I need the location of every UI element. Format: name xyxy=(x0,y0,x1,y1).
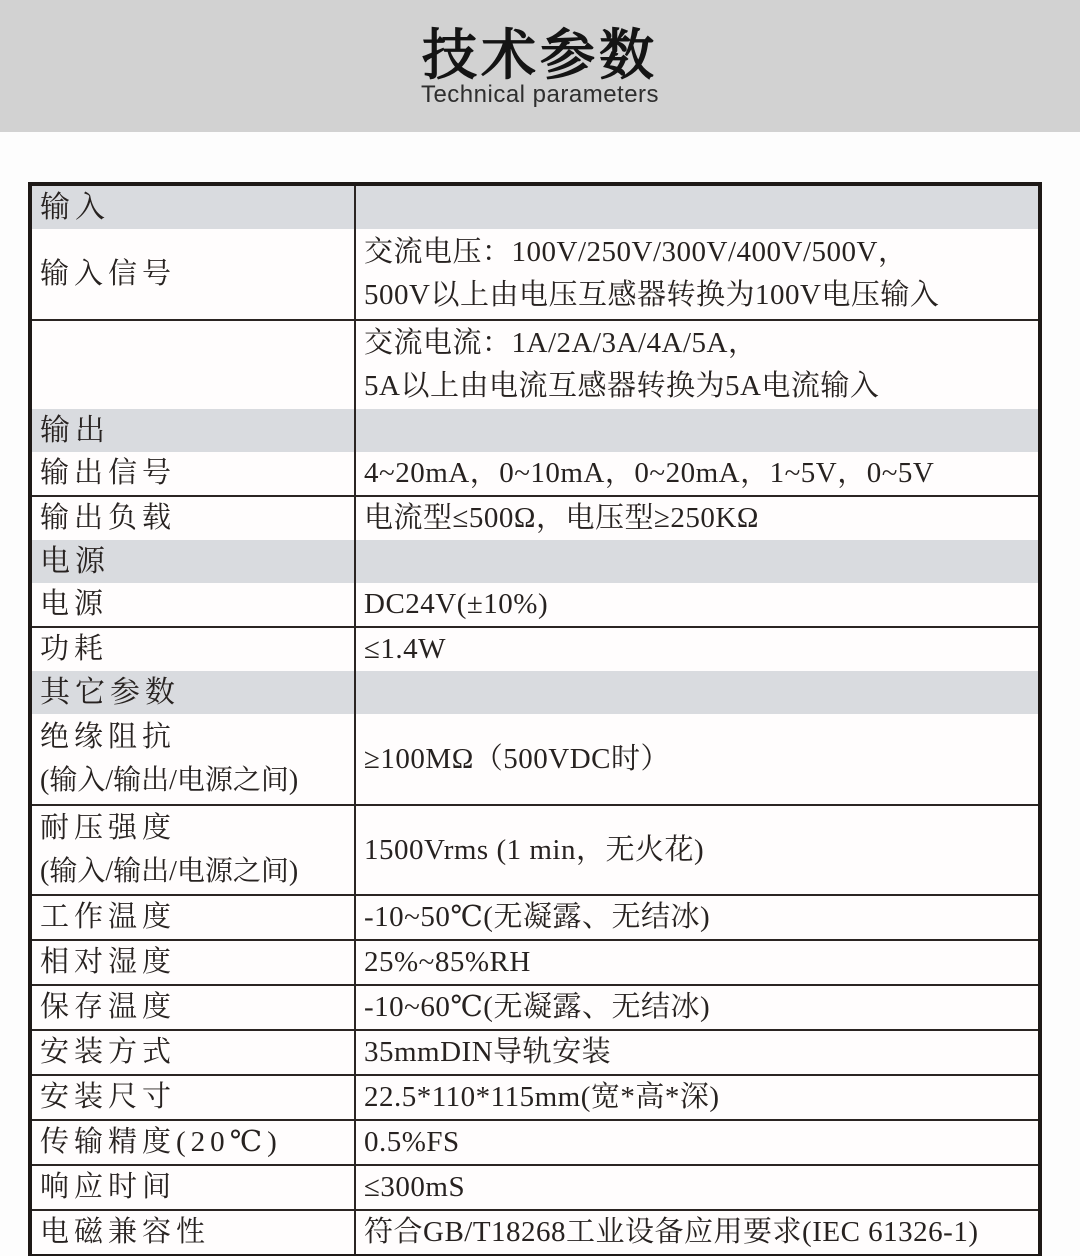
table-row xyxy=(32,319,1038,409)
param-name-cell-text: 电源 xyxy=(40,588,109,620)
table-section-row xyxy=(32,186,1038,229)
param-name-cell-text: (输入/输出/电源之间) xyxy=(40,856,299,887)
header-band xyxy=(0,0,1080,132)
table-row xyxy=(32,583,1038,626)
table-section-row xyxy=(32,409,1038,452)
param-value-cell xyxy=(356,497,1038,540)
spec-table xyxy=(28,182,1042,1256)
param-name-cell xyxy=(32,452,356,495)
param-value-cell xyxy=(356,583,1038,626)
param-name-cell-text: 输入 xyxy=(40,191,110,224)
param-name-cell-text: 响应时间 xyxy=(40,1171,177,1203)
param-name-cell xyxy=(32,1076,356,1119)
table-row xyxy=(32,452,1038,495)
param-name-cell xyxy=(32,1121,356,1164)
param-value-cell-text: 交流电流：1A/2A/3A/4A/5A， xyxy=(364,327,758,359)
param-name-cell xyxy=(32,1211,356,1254)
param-name-cell-text: 绝缘阻抗 xyxy=(40,721,177,753)
table-row xyxy=(32,1164,1038,1209)
param-value-cell xyxy=(356,806,1038,894)
param-value-cell xyxy=(356,452,1038,495)
param-value-cell xyxy=(356,896,1038,939)
param-name-cell-text: 输出负载 xyxy=(40,502,177,534)
param-value-cell-text: ≤300mS xyxy=(364,1171,466,1203)
param-name-cell-text: 安装尺寸 xyxy=(40,1081,177,1113)
param-name-cell-text: 相对湿度 xyxy=(40,946,177,978)
param-name-cell-text: 输出 xyxy=(40,414,110,447)
param-value-cell-text: 4~20mA，0~10mA，0~20mA，1~5V，0~5V xyxy=(364,457,935,489)
table-row xyxy=(32,984,1038,1029)
table-row xyxy=(32,495,1038,540)
param-value-cell xyxy=(356,1166,1038,1209)
param-name-cell xyxy=(32,628,356,671)
param-name-cell xyxy=(32,321,356,409)
table-row xyxy=(32,804,1038,894)
param-value-cell-text: ≤1.4W xyxy=(364,633,447,665)
param-name-cell xyxy=(32,540,356,583)
param-value-cell-text: -10~50℃(无凝露、无结冰) xyxy=(364,901,711,933)
param-name-cell xyxy=(32,186,356,229)
param-value-cell xyxy=(356,671,1038,714)
param-name-cell xyxy=(32,1166,356,1209)
param-name-cell-text: (输入/输出/电源之间) xyxy=(40,765,299,796)
param-value-cell xyxy=(356,409,1038,452)
param-value-cell-text: 交流电压：100V/250V/300V/400V/500V， xyxy=(364,236,908,268)
param-value-cell xyxy=(356,1031,1038,1074)
table-row xyxy=(32,1074,1038,1119)
table-section-row xyxy=(32,540,1038,583)
table-row xyxy=(32,1209,1038,1254)
param-value-cell-text: 1500Vrms (1 min，无火花) xyxy=(364,833,705,866)
table-row xyxy=(32,894,1038,939)
param-name-cell-text: 工作温度 xyxy=(40,901,177,933)
param-value-cell xyxy=(356,1121,1038,1164)
param-value-cell xyxy=(356,1076,1038,1119)
param-name-cell xyxy=(32,714,356,804)
table-row xyxy=(32,714,1038,804)
param-name-cell-text: 输入信号 xyxy=(40,257,177,290)
param-name-cell xyxy=(32,941,356,984)
param-name-cell xyxy=(32,583,356,626)
param-value-cell xyxy=(356,941,1038,984)
table-row xyxy=(32,939,1038,984)
param-value-cell-text: ≥100MΩ（500VDC时） xyxy=(364,742,670,775)
param-value-cell-text: 500V以上由电压互感器转换为100V电压输入 xyxy=(364,279,940,311)
param-value-cell xyxy=(356,1211,1038,1254)
param-name-cell xyxy=(32,409,356,452)
param-name-cell xyxy=(32,497,356,540)
param-name-cell-text: 安装方式 xyxy=(40,1036,177,1068)
param-name-cell-text: 电源 xyxy=(40,545,110,578)
param-name-cell-text: 其它参数 xyxy=(40,676,180,709)
param-value-cell-text: 22.5*110*115mm(宽*高*深) xyxy=(364,1081,720,1113)
param-name-cell-text: 耐压强度 xyxy=(40,812,177,844)
param-value-cell-text: -10~60℃(无凝露、无结冰) xyxy=(364,991,711,1023)
param-name-cell xyxy=(32,229,356,319)
param-value-cell xyxy=(356,186,1038,229)
table-section-row xyxy=(32,671,1038,714)
param-value-cell-text: 0.5%FS xyxy=(364,1126,460,1158)
table-row xyxy=(32,626,1038,671)
table-row xyxy=(32,1119,1038,1164)
table-row xyxy=(32,229,1038,319)
param-name-cell xyxy=(32,986,356,1029)
param-name-cell xyxy=(32,1031,356,1074)
param-value-cell xyxy=(356,986,1038,1029)
param-value-cell-text: DC24V(±10%) xyxy=(364,588,549,620)
param-name-cell-text: 传输精度(20℃) xyxy=(40,1126,282,1158)
param-value-cell xyxy=(356,540,1038,583)
param-value-cell-text: 5A以上由电流互感器转换为5A电流输入 xyxy=(364,370,880,402)
param-name-cell-text: 保存温度 xyxy=(40,991,177,1023)
param-name-cell xyxy=(32,896,356,939)
param-name-cell xyxy=(32,671,356,714)
param-value-cell xyxy=(356,229,1038,319)
param-value-cell-text: 符合GB/T18268工业设备应用要求(IEC 61326-1) xyxy=(364,1216,979,1248)
param-value-cell xyxy=(356,714,1038,804)
table-row xyxy=(32,1029,1038,1074)
param-value-cell-text: 25%~85%RH xyxy=(364,946,531,978)
param-value-cell xyxy=(356,321,1038,409)
page-subtitle: Technical parameters xyxy=(420,81,660,108)
param-name-cell xyxy=(32,806,356,894)
param-value-cell-text: 35mmDIN导轨安装 xyxy=(364,1036,612,1068)
param-value-cell xyxy=(356,628,1038,671)
page-title: 技术参数 xyxy=(421,24,658,86)
param-name-cell-text: 输出信号 xyxy=(40,457,177,489)
param-name-cell-text: 功耗 xyxy=(40,633,109,665)
param-name-cell-text: 电磁兼容性 xyxy=(40,1216,211,1248)
param-value-cell-text: 电流型≤500Ω，电压型≥250KΩ xyxy=(364,502,759,534)
